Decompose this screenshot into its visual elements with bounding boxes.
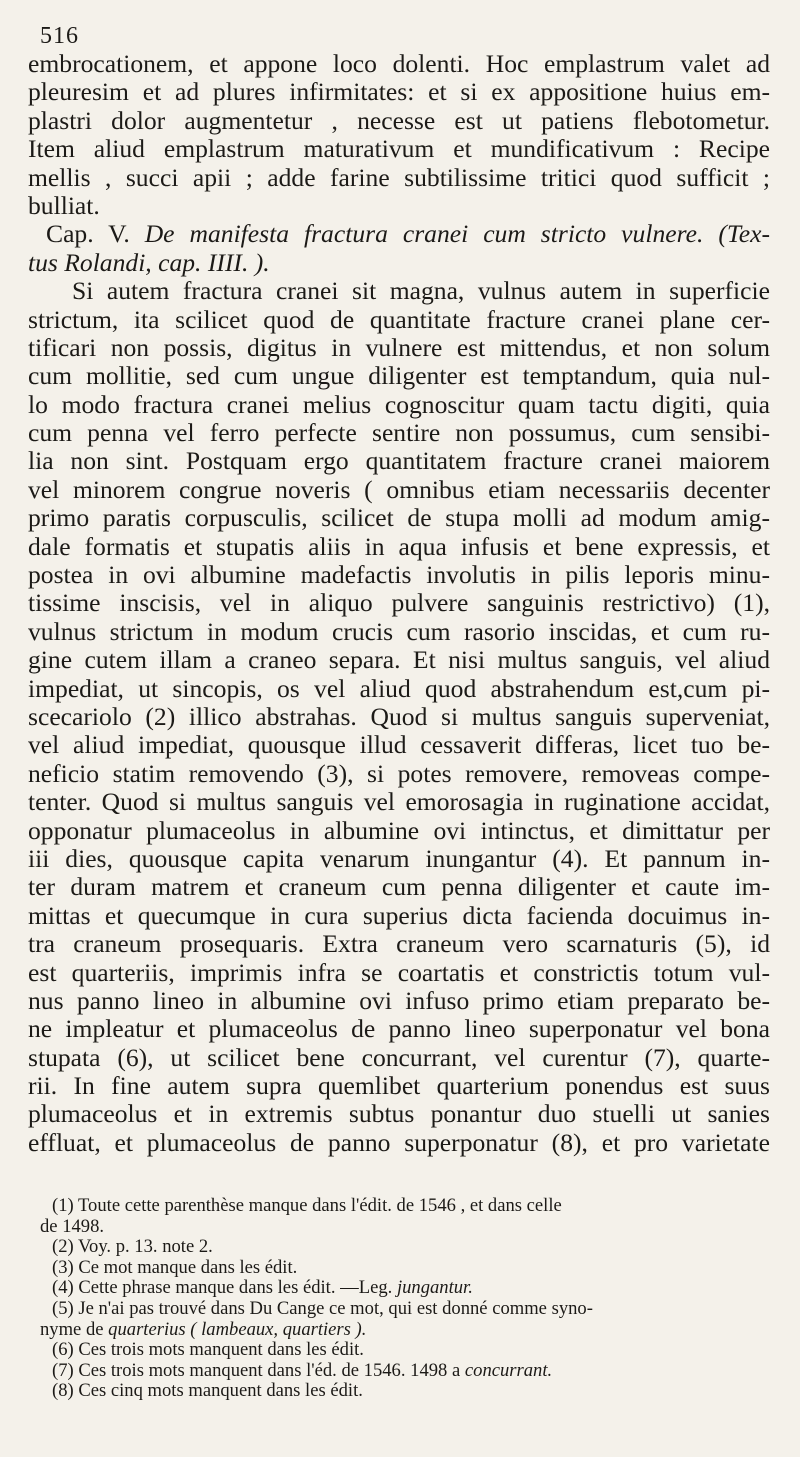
chapter-number: Cap. V. [46, 219, 130, 249]
footnote [40, 1237, 772, 1258]
text-line: rii. In fine autem supra quemlibet quarterium ponendus est suus [28, 1071, 770, 1101]
footnote-text: Ces trois mots manquent dans l'éd. de 1546. 1498 a [78, 1359, 461, 1381]
footnote [40, 1196, 772, 1217]
footnote-continued [40, 1217, 772, 1238]
text-line: mittas et quecumque in cura superius dicta facienda docuimus in- [28, 900, 770, 930]
chapter-title: De manifesta fractura cranei cum stricto vulnere. (Tex- [144, 219, 770, 249]
text-line: dale formatis et stupatis aliis in aqua infusis et bene expressis, et [28, 531, 770, 561]
text-line: iii dies, quousque capita venarum inungantur (4). Et pannum in- [28, 843, 770, 873]
footnote-text: de 1498. [40, 1215, 105, 1237]
text-line: plumaceolus et in extremis subtus ponantur duo stuelli ut sanies [28, 1099, 770, 1129]
text-line: pleuresim et ad plures infirmitates: et si ex appositione huius em- [28, 77, 770, 107]
footnote-label: (2) [52, 1236, 74, 1258]
text-line: Si autem fractura cranei sit magna, vulnus autem in superficie [72, 276, 770, 306]
text-line: postea in ovi albumine madefactis involutis in pilis leporis minu- [28, 560, 770, 590]
chapter-heading [28, 220, 770, 248]
text-line: Item aliud emplastrum maturativum et mundificativum : Recipe [28, 134, 770, 164]
footnote-label: (3) [52, 1256, 74, 1278]
text-line: cum penna vel ferro perfecte sentire non possumus, cum sensibi- [28, 418, 770, 448]
text-line: bulliat. [28, 190, 100, 220]
text-line: cum mollitie, sed cum ungue diligenter est temptandum, quia nul- [28, 361, 770, 391]
footnote [40, 1258, 772, 1279]
footnote-italic: jungantur. [396, 1277, 473, 1299]
footnote-italic: quarterius ( lambeaux, quartiers ). [108, 1318, 367, 1340]
text-line: ne impleatur et plumaceolus de panno lineo superponatur vel bona [28, 1014, 770, 1044]
footnotes [40, 1196, 772, 1402]
footnote-text: Ces cinq mots manquent dans les édit. [78, 1380, 363, 1402]
text-line: lia non sint. Postquam ergo quantitatem fracture cranei maiorem [28, 446, 770, 476]
text-line: mellis , succi apii ; adde farine subtilissime tritici quod sufficit ; [28, 162, 770, 192]
footnote [40, 1381, 772, 1402]
text-line: vel minorem congrue noveris ( omnibus etiam necessariis decenter [28, 474, 770, 504]
footnote-label: (8) [52, 1380, 74, 1402]
footnote-text: Voy. p. 13. note 2. [78, 1236, 213, 1258]
text-line: ter duram matrem et craneum cum penna diligenter et caute im- [28, 872, 770, 902]
footnote-label: (5) [52, 1297, 74, 1319]
text-line: tra craneum prosequaris. Extra craneum vero scarnaturis (5), id [28, 929, 770, 959]
text-line: vel aliud impediat, quousque illud cessaverit differas, licet tuo be- [28, 730, 770, 760]
text-line: plastri dolor augmentetur , necesse est ut patiens flebotometur. [28, 105, 770, 135]
text-line: opponatur plumaceolus in albumine ovi intinctus, et dimittatur per [28, 815, 770, 845]
text-line: stupata (6), ut scilicet bene concurrant, vel curentur (7), quarte- [28, 1042, 770, 1072]
text-line: strictum, ita scilicet quod de quantitate fracture cranei plane cer- [28, 304, 770, 334]
footnote-italic: concurrant. [464, 1359, 553, 1381]
footnote-label: (4) [52, 1277, 74, 1299]
page-number: 516 [40, 23, 79, 49]
footnote-text: Ces trois mots manquent dans les édit. [78, 1339, 364, 1361]
footnote-continued [40, 1320, 772, 1341]
text-line: vulnus strictum in modum crucis cum rasorio inscidas, et cum ru- [28, 616, 770, 646]
text-line: tificari non possis, digitus in vulnere est mittendus, et non solum [28, 332, 770, 362]
footnote-text: Je n'ai pas trouvé dans Du Cange ce mot, qui est donné comme syno- [78, 1297, 593, 1319]
text-line: tenter. Quod si multus sanguis vel emorosagia in ruginatione accidat, [28, 787, 770, 817]
footnote-text: Ce mot manque dans les édit. [78, 1256, 298, 1278]
footnote-text: Toute cette parenthèse manque dans l'édit. de 1546 , et dans celle [78, 1195, 562, 1216]
text-line: effluat, et plumaceolus de panno superponatur (8), et pro varietate [28, 1127, 770, 1157]
text-line: gine cutem illam a craneo separa. Et nisi multus sanguis, vel aliud [28, 645, 770, 675]
footnote-text: Cette phrase manque dans les édit. —Leg. [78, 1277, 393, 1299]
footnote-label: (7) [52, 1359, 74, 1381]
body-text [28, 50, 770, 1157]
footnote-label: (1) [52, 1195, 74, 1216]
text-line: impediat, ut sincopis, os vel aliud quod abstrahendum est,cum pi- [28, 673, 770, 703]
text-line: scecariolo (2) illico abstrahas. Quod si multus sanguis superveniat, [28, 701, 770, 731]
footnote-label: (6) [52, 1339, 74, 1361]
text-line: lo modo fractura cranei melius cognoscitur quam tactu digiti, quia [28, 389, 770, 419]
footnote [40, 1299, 772, 1320]
text-line: primo paratis corpusculis, scilicet de stupa molli ad modum amig- [28, 503, 770, 533]
text-line: nus panno lineo in albumine ovi infuso primo etiam preparato be- [28, 985, 770, 1015]
text-line: tissime inscisis, vel in aliquo pulvere sanguinis restrictivo) (1), [28, 588, 770, 618]
text-line: est quarteriis, imprimis infra se coartatis et constrictis totum vul- [28, 957, 770, 987]
chapter-heading-continued: tus Rolandi, cap. IIII. ). [28, 247, 270, 277]
footnote-text: nyme de [40, 1318, 104, 1340]
footnote [40, 1340, 772, 1361]
text-line: embrocationem, et appone loco dolenti. Hoc emplastrum valet ad [28, 49, 770, 78]
text-line: neficio statim removendo (3), si potes removere, removeas compe- [28, 758, 770, 788]
footnote [40, 1278, 772, 1299]
footnote [40, 1361, 772, 1382]
